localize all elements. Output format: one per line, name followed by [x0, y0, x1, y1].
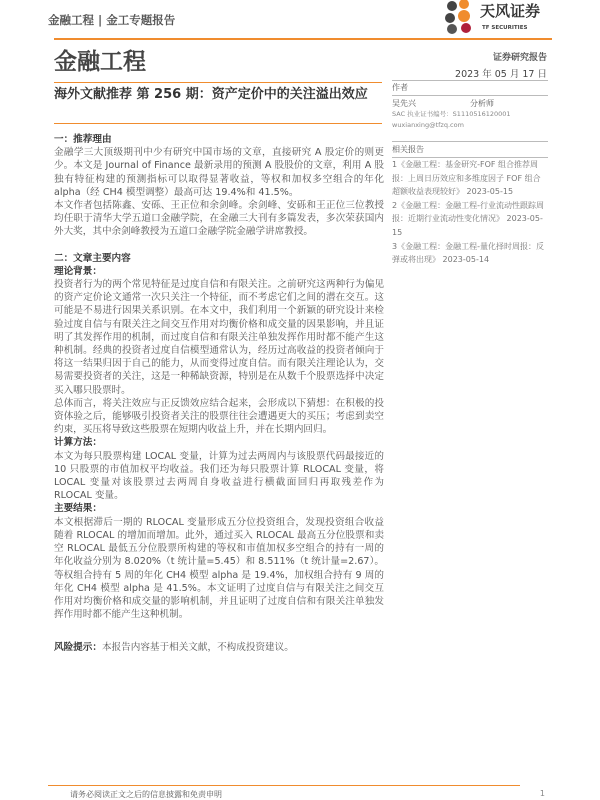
related-report-item[interactable]: 3《金融工程：金融工程-量化择时周报：反弹或将出现》 2023-05-14 [392, 241, 544, 265]
section-recommendation-title: 一：推荐理由 [54, 134, 112, 145]
paragraph: 本文根据滞后一期的 RLOCAL 变量形成五分位投资组合，发现投资组合收益随着 RLOCAL 的增加而增加。此外，通过买入 RLOCAL 最高五分位股票和卖空 RLOCAL 最低五分位股票所构建的等权和市值加权多空组合的持有一周的年化收益分别为 8.020%（t 统计量=5.45）和 8.511%（t 统计量=2.67）。等权组合持有 5 周的年化 CH4 模型 alpha 是 19.4%，加权组合持有 9 周的年化 CH4 模型 alpha 是 41.5%。本文证明了过度自信与有限关注之间交互作用对均衡价格和成交量的影响机制，并且证明了过度自信和有限关注单独发挥作用时都不能产生这种机制。 [54, 516, 384, 621]
author-top-rule [392, 80, 548, 81]
subtitle-top-rule [54, 82, 382, 83]
author-label: 作者 [392, 83, 408, 92]
logo-name: 天风证券 [480, 2, 541, 20]
report-subtitle: 海外文献推荐 第 256 期：资产定价中的关注溢出效应 [54, 87, 368, 102]
subsection-theory-title: 理论背景： [54, 265, 102, 277]
paragraph: 总体而言，将关注效应与正反馈效应结合起来，会形成以下猜想：在积极的投资体验之后，能够吸引投资者关注的股票往往会遭遇更大的买压；考虑到卖空约束，买压将导致这些股票在短期内收益上升，并在长期内回归。 [54, 397, 384, 436]
risk-text: 本报告内容基于相关文献，不构成投资建议。 [101, 642, 294, 654]
subsection-results-title: 主要结果： [54, 503, 102, 515]
page-number: 1 [539, 789, 545, 798]
paragraph: 投资者行为的两个常见特征是过度自信和有限关注。之前研究这两种行为偏见的资产定价论文通常一次只关注一个特征，而不考虑它们之间的潜在交互。这可能是不易进行因果关系识别。在本文中，我们利用一个新颖的研究设计来检验过度自信与有限关注之间交互作用对均衡价格和成交量的因果影响，并且证明了其发挥作用的机制，而过度自信和有限关注单独发挥作用时都不能产生这种机制。经典的投资者过度自信模型通常认为，经历过高收益的投资者倾向于将这一结果归因于自己的能力，从而变得过度自信。而有限关注理论认为，交易需要投资者的关注，这是一种稀缺资源，特别是在从数千个股票选择中决定买入哪只股票时。 [54, 279, 384, 396]
paragraph: 金融学三大顶级期刊中少有研究中国市场的文章，直接研究 A 股定价的则更少。本文是 Journal of Finance 最新录用的预测 A 股股价的文章，利用 A 股独有特征构建的预测指标可以取得显著收益，等权和加权多空组合的年化 alpha（经 CH4 模型调整）最高可达 19.4%和 41.5%。 [54, 147, 384, 198]
related-label: 相关报告 [392, 145, 424, 154]
section-content-title: 二：文章主要内容 [54, 252, 131, 264]
report-date: 2023 年 05 月 17 日 [455, 69, 547, 80]
risk-label: 风险提示： [54, 642, 102, 654]
page-title: 金融工程 [54, 49, 146, 75]
author-name: 吴先兴 [392, 99, 416, 108]
related-report-item[interactable]: 2《金融工程：金融工程-行业流动性跟踪周报：近期行业流动性变化情况》 2023-05-15 [392, 200, 544, 237]
risk-warning [54, 641, 384, 654]
logo-english: TF SECURITIES [482, 25, 528, 31]
author-rule [392, 95, 548, 96]
header-category: 金融工程 | 金工专题报告 [48, 13, 176, 27]
paragraph: 本文为每只股票构建 LOCAL 变量，计算为过去两周内与该股票代码最接近的 10 只股票的市值加权平均收益。我们还为每只股票计算 RLOCAL 变量，将 LOCAL 变量对该股票过去两周自身收益进行横截面回归再取残差作为 RLOCAL 变量。 [54, 450, 384, 502]
related-report-item[interactable]: 1《金融工程：基金研究-FOF 组合推荐周报：上周日历效应和多维度因子 FOF 组合超额收益表现较好》 2023-05-15 [392, 160, 541, 197]
related-reports-list [392, 158, 548, 267]
report-body [54, 133, 384, 655]
report-type: 证券研究报告 [492, 53, 547, 63]
related-top-rule [392, 141, 548, 142]
subtitle-bottom-rule [54, 123, 382, 124]
footer-disclaimer: 请务必阅读正文之后的信息披露和免责申明 [70, 790, 222, 799]
subsection-method-title: 计算方法： [54, 437, 102, 449]
author-email[interactable]: wuxianxing@tfzq.com [392, 121, 464, 129]
author-role: 分析师 [470, 99, 494, 108]
footer-rule [48, 785, 520, 786]
paragraph: 本文作者包括陈鑫、安砾、王正位和余剑峰。余剑峰、安砾和王正位三位教授均任职于清华大学五道口金融学院，在金融三大刊有多篇发表，多次荣获国内外大奖，其中余剑峰教授为五道口金融学院金融学讲席教授。 [54, 200, 384, 238]
author-sac: SAC 执业证书编号：S1110516120001 [392, 110, 511, 118]
header-divider [54, 38, 552, 40]
